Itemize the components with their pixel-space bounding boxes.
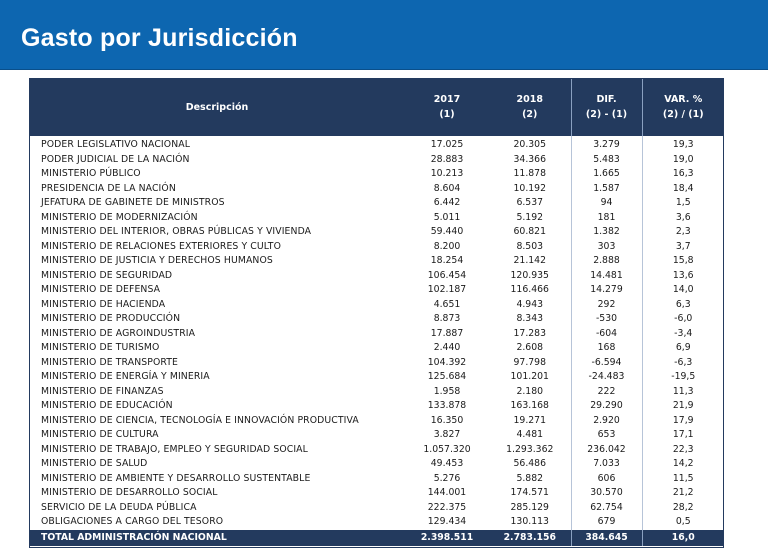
row-description: MINISTERIO DE TRABAJO, EMPLEO Y SEGURIDAD SOCIAL [41, 443, 308, 455]
row-description: OBLIGACIONES A CARGO DEL TESORO [41, 516, 224, 527]
row-dif: 62.754 [571, 501, 642, 516]
table-row [29, 269, 724, 284]
row-value-2018: 97.798 [513, 356, 547, 368]
column-header-description: Descripción [29, 78, 405, 136]
row-var: 19,0 [642, 153, 724, 168]
total-row [29, 530, 724, 546]
row-dif: 181 [571, 211, 642, 226]
row-dif: 222 [571, 385, 642, 400]
table-row [29, 167, 724, 182]
table-row [29, 136, 724, 153]
row-var: 21,9 [642, 399, 724, 414]
row-var: 17,9 [642, 414, 724, 429]
column-header-2018: 2018 (2) [489, 78, 571, 136]
row-value-2017: 49.453 [430, 458, 464, 469]
row-value-2018: 11.878 [513, 168, 547, 179]
table-row [29, 182, 724, 197]
column-header-var: VAR. % (2) / (1) [642, 78, 724, 136]
row-description: MINISTERIO DE HACIENDA [41, 298, 166, 310]
table-row [29, 399, 724, 414]
table-row [29, 501, 724, 516]
row-value-2017: 8.604 [433, 182, 461, 194]
table-row [29, 240, 724, 255]
row-description: MINISTERIO DE SALUD [41, 458, 148, 469]
row-var: -3,4 [642, 327, 724, 342]
row-var: 11,3 [642, 385, 724, 400]
table-row [29, 457, 724, 472]
row-dif: 679 [571, 515, 642, 530]
row-dif: 7.033 [571, 457, 642, 472]
row-value-2018: 101.201 [510, 371, 549, 382]
row-value-2017: 8.200 [433, 240, 461, 252]
table-row [29, 370, 724, 385]
row-value-2017: 125.684 [427, 371, 467, 382]
row-value-2017: 144.001 [427, 487, 467, 498]
table-row [29, 312, 724, 327]
row-var: 13,6 [642, 269, 724, 284]
row-value-2018: 130.113 [510, 516, 549, 527]
table-row [29, 385, 724, 400]
row-value-2018: 4.943 [516, 298, 544, 310]
row-value-2018: 285.129 [510, 501, 549, 513]
row-description: JEFATURA DE GABINETE DE MINISTROS [41, 197, 225, 208]
row-dif: 14.279 [571, 283, 642, 298]
row-dif: 653 [571, 428, 642, 443]
table-row [29, 225, 724, 240]
row-dif: 606 [571, 472, 642, 487]
row-var: 16,3 [642, 167, 724, 182]
row-description: MINISTERIO DE DEFENSA [41, 284, 161, 295]
row-value-2017: 4.651 [433, 298, 461, 310]
row-var: 14,2 [642, 457, 724, 472]
row-var: 14,0 [642, 283, 724, 298]
row-value-2017: 17.887 [430, 327, 464, 339]
row-description: MINISTERIO DE TRANSPORTE [41, 356, 179, 368]
table-row [29, 515, 724, 530]
table-row [29, 153, 724, 168]
total-2017: 2.398.511 [405, 530, 489, 546]
row-var: 3,6 [642, 211, 724, 226]
row-value-2018: 17.283 [513, 327, 547, 339]
row-var: 17,1 [642, 428, 724, 443]
row-description: MINISTERIO DE MODERNIZACIÓN [41, 211, 198, 223]
table-row [29, 327, 724, 342]
row-dif: 5.483 [571, 153, 642, 168]
spending-table [29, 78, 724, 546]
row-value-2017: 28.883 [430, 153, 464, 165]
row-value-2017: 104.392 [427, 356, 467, 368]
row-value-2017: 133.878 [427, 400, 467, 411]
row-description: MINISTERIO DE JUSTICIA Y DERECHOS HUMANOS [41, 255, 273, 266]
row-var: 15,8 [642, 254, 724, 269]
row-description: MINISTERIO DE ENERGÍA Y MINERIA [41, 371, 210, 382]
row-value-2017: 106.454 [427, 269, 467, 281]
row-description: MINISTERIO DE AGROINDUSTRIA [41, 327, 196, 339]
row-value-2017: 17.025 [430, 139, 464, 150]
row-value-2017: 59.440 [430, 226, 464, 237]
row-dif: 3.279 [571, 136, 642, 153]
row-value-2018: 1.293.362 [506, 443, 554, 455]
column-header-2017: 2017 (1) [405, 78, 489, 136]
row-var: 22,3 [642, 443, 724, 458]
row-value-2018: 5.192 [516, 211, 544, 223]
total-2018: 2.783.156 [489, 530, 571, 546]
row-value-2018: 34.366 [513, 153, 547, 165]
table-row [29, 443, 724, 458]
total-label: TOTAL ADMINISTRACIÓN NACIONAL [29, 530, 405, 546]
total-var: 16,0 [642, 530, 724, 546]
row-value-2018: 60.821 [513, 226, 547, 237]
table-row [29, 283, 724, 298]
table-row [29, 428, 724, 443]
row-value-2018: 5.882 [516, 472, 544, 484]
row-value-2017: 3.827 [433, 429, 461, 440]
row-description: MINISTERIO DE PRODUCCIÓN [41, 313, 181, 324]
table-row [29, 341, 724, 356]
row-value-2017: 16.350 [430, 414, 464, 426]
row-description: MINISTERIO DE TURISMO [41, 342, 160, 353]
table-row [29, 254, 724, 269]
row-value-2017: 5.011 [433, 211, 461, 223]
table-row [29, 414, 724, 429]
table-row [29, 298, 724, 313]
row-description: PRESIDENCIA DE LA NACIÓN [41, 182, 176, 194]
row-value-2017: 6.442 [433, 197, 461, 208]
row-value-2018: 10.192 [513, 182, 547, 194]
row-var: 6,3 [642, 298, 724, 313]
row-dif: 1.587 [571, 182, 642, 197]
row-var: -19,5 [642, 370, 724, 385]
row-value-2017: 129.434 [427, 516, 467, 527]
row-value-2018: 2.180 [516, 385, 544, 397]
row-dif: 1.382 [571, 225, 642, 240]
table-body [29, 136, 724, 530]
row-value-2017: 5.276 [433, 472, 461, 484]
row-description: MINISTERIO DE CIENCIA, TECNOLOGÍA E INNOVACIÓN PRODUCTIVA [41, 414, 359, 426]
row-value-2018: 116.466 [510, 284, 549, 295]
row-value-2017: 102.187 [427, 284, 467, 295]
row-var: 11,5 [642, 472, 724, 487]
row-value-2017: 222.375 [427, 501, 467, 513]
row-description: MINISTERIO DE DESARROLLO SOCIAL [41, 487, 218, 498]
header-banner [0, 0, 768, 70]
row-dif: 168 [571, 341, 642, 356]
table-row [29, 486, 724, 501]
table-row [29, 472, 724, 487]
row-var: 21,2 [642, 486, 724, 501]
table-row [29, 211, 724, 226]
row-dif: 2.888 [571, 254, 642, 269]
row-dif: 29.290 [571, 399, 642, 414]
row-var: 19,3 [642, 136, 724, 153]
table-header-row [29, 78, 724, 136]
page-title: Gasto por Jurisdicción [21, 24, 298, 52]
row-dif: -24.483 [571, 370, 642, 385]
row-value-2017: 18.254 [430, 255, 464, 266]
row-description: MINISTERIO DE AMBIENTE Y DESARROLLO SUSTENTABLE [41, 472, 311, 484]
row-var: 6,9 [642, 341, 724, 356]
row-dif: 94 [571, 196, 642, 211]
row-value-2018: 8.503 [516, 240, 544, 252]
row-description: PODER JUDICIAL DE LA NACIÓN [41, 153, 190, 165]
row-dif: -604 [571, 327, 642, 342]
row-value-2018: 2.608 [516, 342, 544, 353]
row-dif: 236.042 [571, 443, 642, 458]
row-value-2018: 163.168 [510, 400, 549, 411]
row-description: MINISTERIO DE RELACIONES EXTERIORES Y CULTO [41, 240, 282, 252]
row-value-2018: 56.486 [513, 458, 547, 469]
row-value-2017: 1.958 [433, 385, 461, 397]
row-description: MINISTERIO DE FINANZAS [41, 385, 164, 397]
row-value-2017: 1.057.320 [423, 443, 471, 455]
row-description: MINISTERIO DEL INTERIOR, OBRAS PÚBLICAS Y VIVIENDA [41, 226, 312, 237]
row-dif: 14.481 [571, 269, 642, 284]
row-value-2018: 174.571 [510, 487, 549, 498]
row-var: 0,5 [642, 515, 724, 530]
row-description: MINISTERIO DE SEGURIDAD [41, 269, 173, 281]
row-value-2018: 4.481 [516, 429, 544, 440]
row-dif: -530 [571, 312, 642, 327]
row-var: 3,7 [642, 240, 724, 255]
row-value-2017: 2.440 [433, 342, 461, 353]
row-value-2017: 8.873 [433, 313, 461, 324]
row-value-2018: 8.343 [516, 313, 544, 324]
row-value-2018: 120.935 [510, 269, 549, 281]
row-description: MINISTERIO PÚBLICO [41, 168, 141, 179]
row-dif: 1.665 [571, 167, 642, 182]
row-var: 1,5 [642, 196, 724, 211]
row-dif: 2.920 [571, 414, 642, 429]
row-description: MINISTERIO DE CULTURA [41, 429, 159, 440]
row-dif: 303 [571, 240, 642, 255]
row-var: 28,2 [642, 501, 724, 516]
row-dif: -6.594 [571, 356, 642, 371]
total-dif: 384.645 [571, 530, 642, 546]
row-description: SERVICIO DE LA DEUDA PÚBLICA [41, 501, 197, 513]
row-value-2018: 21.142 [513, 255, 547, 266]
row-dif: 30.570 [571, 486, 642, 501]
row-description: PODER LEGISLATIVO NACIONAL [41, 139, 190, 150]
row-value-2017: 10.213 [430, 168, 464, 179]
table-row [29, 356, 724, 371]
row-value-2018: 6.537 [516, 197, 544, 208]
row-var: -6,0 [642, 312, 724, 327]
row-var: 18,4 [642, 182, 724, 197]
row-value-2018: 19.271 [513, 414, 547, 426]
row-value-2018: 20.305 [513, 139, 547, 150]
table-row [29, 196, 724, 211]
row-dif: 292 [571, 298, 642, 313]
column-header-dif: DIF. (2) - (1) [571, 78, 642, 136]
spending-table-container [29, 78, 724, 546]
row-var: 2,3 [642, 225, 724, 240]
row-var: -6,3 [642, 356, 724, 371]
row-description: MINISTERIO DE EDUCACIÓN [41, 400, 173, 411]
